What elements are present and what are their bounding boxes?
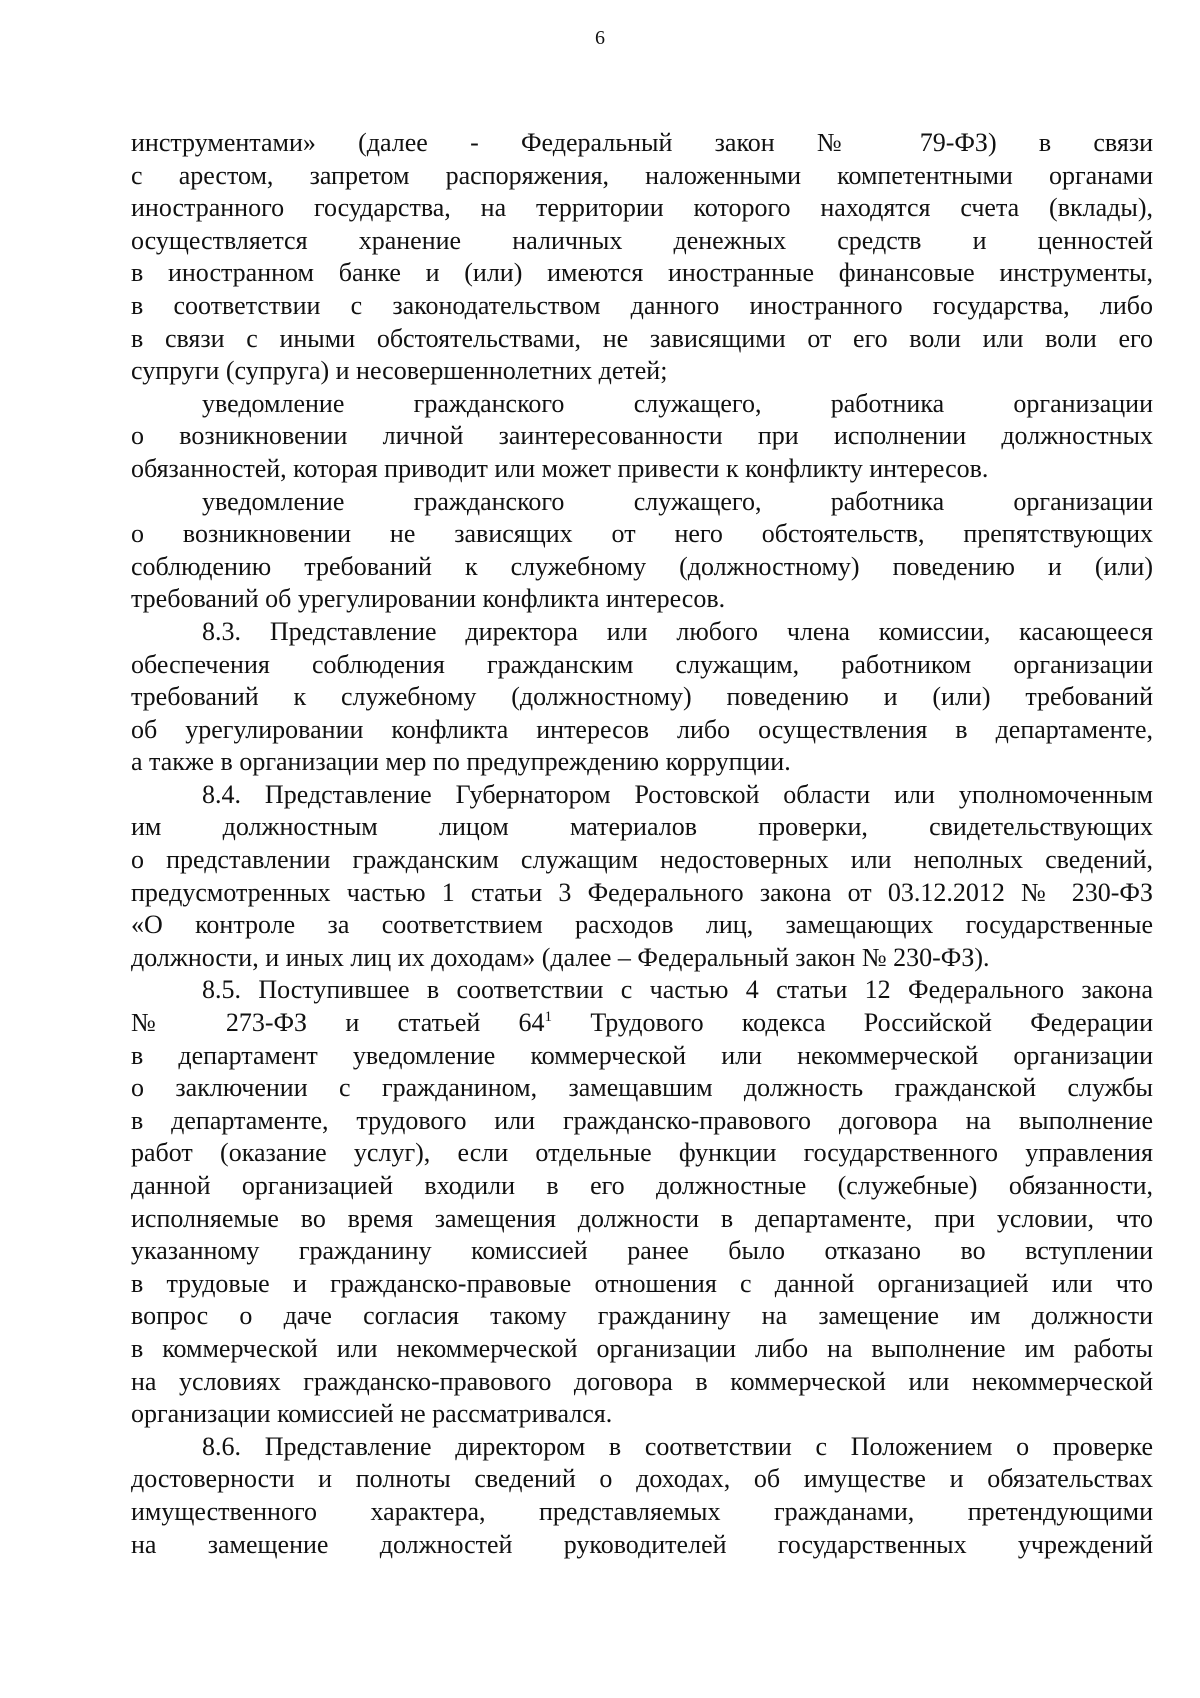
text-line: соблюдению требований к служебному (должностному) поведению и (или) [131,551,1153,581]
text-line: иностранного государства, на территории которого находятся счета (вклады), [131,193,1153,223]
text-line: в департаменте, трудового или гражданско-правового договора на выполнение [131,1105,1153,1135]
text-line: 8.3. Представление директора или любого члена комиссии, касающееся [202,616,1153,646]
text-line: 8.5. Поступившее в соответствии с частью 4 статьи 12 Федерального закона [202,975,1153,1005]
paragraph [131,616,1153,779]
text-line: должности, и иных лиц их доходам» (далее – Федеральный закон № 230-ФЗ). [131,942,990,972]
text-line: данной организацией входили в его должностные (служебные) обязанности, [131,1171,1153,1200]
text-line: в департамент уведомление коммерческой или некоммерческой организации [131,1040,1153,1070]
text-line: № 273-ФЗ и статьей $64^1$ Трудового кодекса Российской Федерации [131,1008,1153,1038]
page-number: 6 [595,27,605,49]
paragraph [131,1431,1153,1561]
text-line: о заключении с гражданином, замещавшим должность гражданской службы [131,1073,1153,1103]
text-line: требований к служебному (должностному) поведению и (или) требований [131,682,1153,712]
text-line: в иностранном банке и (или) имеются иностранные финансовые инструменты, [131,258,1153,288]
text-line: обеспечения соблюдения гражданским служащим, работником организации [131,649,1153,679]
text-line: а также в организации мер по предупреждению коррупции. [131,747,791,777]
text-line: обязанностей, которая приводит или может привести к конфликту интересов. [131,453,989,483]
text-line: уведомление гражданского служащего, работника организации [202,486,1153,516]
text-line: предусмотренных частью 1 статьи 3 Федерального закона от 03.12.2012 № 230-ФЗ [131,877,1153,907]
text-line: организации комиссией не рассматривался. [131,1399,613,1429]
text-line: вопрос о даче согласия такому гражданину на замещение им должности [131,1301,1153,1331]
text-line: о возникновении личной заинтересованности при исполнении должностных [131,421,1153,451]
text-line: исполняемые во время замещения должности в департаменте, при условии, что [131,1203,1153,1233]
text-line: о представлении гражданским служащим недостоверных или неполных сведений, [131,845,1153,875]
paragraph [131,779,1153,975]
paragraph [131,127,1153,388]
text-line: имущественного характера, представляемых гражданами, претендующими [131,1496,1153,1526]
text-line: 8.6. Представление директором в соответствии с Положением о проверке [202,1431,1153,1461]
text-line: на условиях гражданско-правового договора в коммерческой или некоммерческой [131,1366,1153,1396]
text-line: указанному гражданину комиссией ранее было отказано во вступлении [131,1236,1153,1266]
text-line: в коммерческой или некоммерческой организации либо на выполнение им работы [131,1333,1153,1363]
text-line: супруги (супруга) и несовершеннолетних детей; [131,356,668,386]
paragraph [131,974,1153,1430]
text-line: в связи с иными обстоятельствами, не зависящими от его воли или воли его [131,323,1153,353]
text-line: осуществляется хранение наличных денежных средств и ценностей [131,225,1153,255]
document-body [131,127,1153,1561]
text-line: «О контроле за соответствием расходов лиц, замещающих государственные [131,910,1153,940]
paragraph [131,388,1153,486]
text-line: об урегулировании конфликта интересов либо осуществления в департаменте, [131,714,1153,744]
text-line: с арестом, запретом распоряжения, наложенными компетентными органами [131,160,1153,190]
text-line: 8.4. Представление Губернатором Ростовской области или уполномоченным [202,779,1153,809]
text-line: уведомление гражданского служащего, работника организации [202,388,1153,418]
paragraph [131,486,1153,616]
text-line: работ (оказание услуг), если отдельные функции государственного управления [131,1138,1153,1168]
text-line: на замещение должностей руководителей государственных учреждений [131,1529,1153,1559]
text-line: в трудовые и гражданско-правовые отношения с данной организацией или что [131,1268,1153,1298]
text-line: инструментами» (далее - Федеральный закон № 79-ФЗ) в связи [131,128,1153,157]
text-line: им должностным лицом материалов проверки, свидетельствующих [131,812,1153,842]
text-line: требований об урегулировании конфликта интересов. [131,584,726,614]
text-line: в соответствии с законодательством данного иностранного государства, либо [131,290,1153,320]
text-line: достоверности и полноты сведений о доходах, об имуществе и обязательствах [131,1464,1153,1494]
text-line: о возникновении не зависящих от него обстоятельств, препятствующих [131,519,1153,549]
